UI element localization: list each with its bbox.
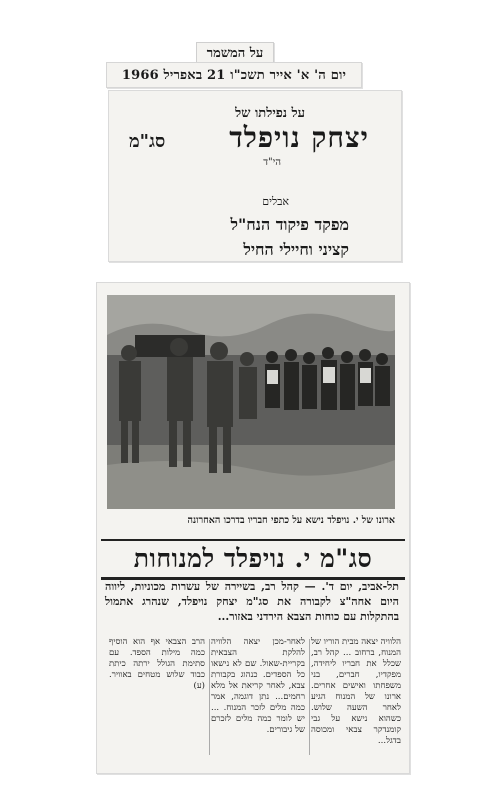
article-column-2: לאחר-מכן יצאה הלוויה להלקת הצבאית בקריית-שאול. שם לא נישאו כל הספדים. כנהוג בקבורת צבא, לאחר קריאת אל מלא רחמים... נתן דוגמה, אמר כמה מלים לזכר המנוח. ... יש לומר כמה מלים לזכרם של גיבורים.: [211, 637, 305, 735]
obituary-rank: סג"מ: [129, 131, 166, 152]
obituary-mourner-1: מפקד פיקוד הנח"ל: [230, 215, 349, 234]
date-line: יום ה' א' אייר תשכ"ו 21 באפריל 1966: [121, 68, 347, 83]
article-column-3: הרב הצבאי אף הוא הוסיף כמה מילות הספד. עם סתימת הגולל ירתה כיתת כבוד שלוש מטחים באוויר. (ע): [109, 637, 205, 691]
article-column-1: הלוויה יצאה מבית הוריו של המנוח, ברחוב ... קהל רב, שכלל את חבריו ליחידה, מפקדיו, חברים, בני משפחתו ואישים אחרים. ארונו של המנוח הגיע לאחר השעה שלוש. כשהוא נישא על גבי קומנדקר צבאי ומכוסה בדגל...: [311, 637, 401, 746]
column-divider: [209, 639, 210, 755]
column-divider: [309, 639, 310, 755]
article-headline: סג"מ י. נויפלד למנוחות: [101, 539, 405, 580]
obituary-hyd: הי"ד: [263, 157, 281, 168]
date-clipping: [106, 62, 362, 88]
photo-caption: ארונו של י. נויפלד נישא על כתפי חבריו בדרכו האחרונה: [187, 515, 395, 526]
obituary-mourner-2: קציני וחיילי החיל: [243, 240, 349, 259]
news-article: [96, 282, 410, 774]
newspaper-name: על המשמר: [206, 46, 264, 61]
obituary-name: יצחק נויפלד: [229, 121, 369, 154]
article-lead: תל-אביב, יום ד'. — קהל רב, בשיירה של עשרות מכוניות, ליווה היום אחה"צ לקבורה את סג"מ יצחק נויפלד, שנהרג אתמול בהתקלות עם כוחות הצבא הירדני באזור...: [105, 580, 399, 623]
obituary-notice: [108, 90, 402, 262]
newspaper-name-clipping: [196, 42, 274, 64]
funeral-photo-image: [107, 295, 395, 509]
obituary-mourners-label: אבלים: [262, 195, 289, 208]
funeral-photo: [107, 295, 395, 509]
obituary-intro: על נפילתו של: [235, 106, 305, 121]
